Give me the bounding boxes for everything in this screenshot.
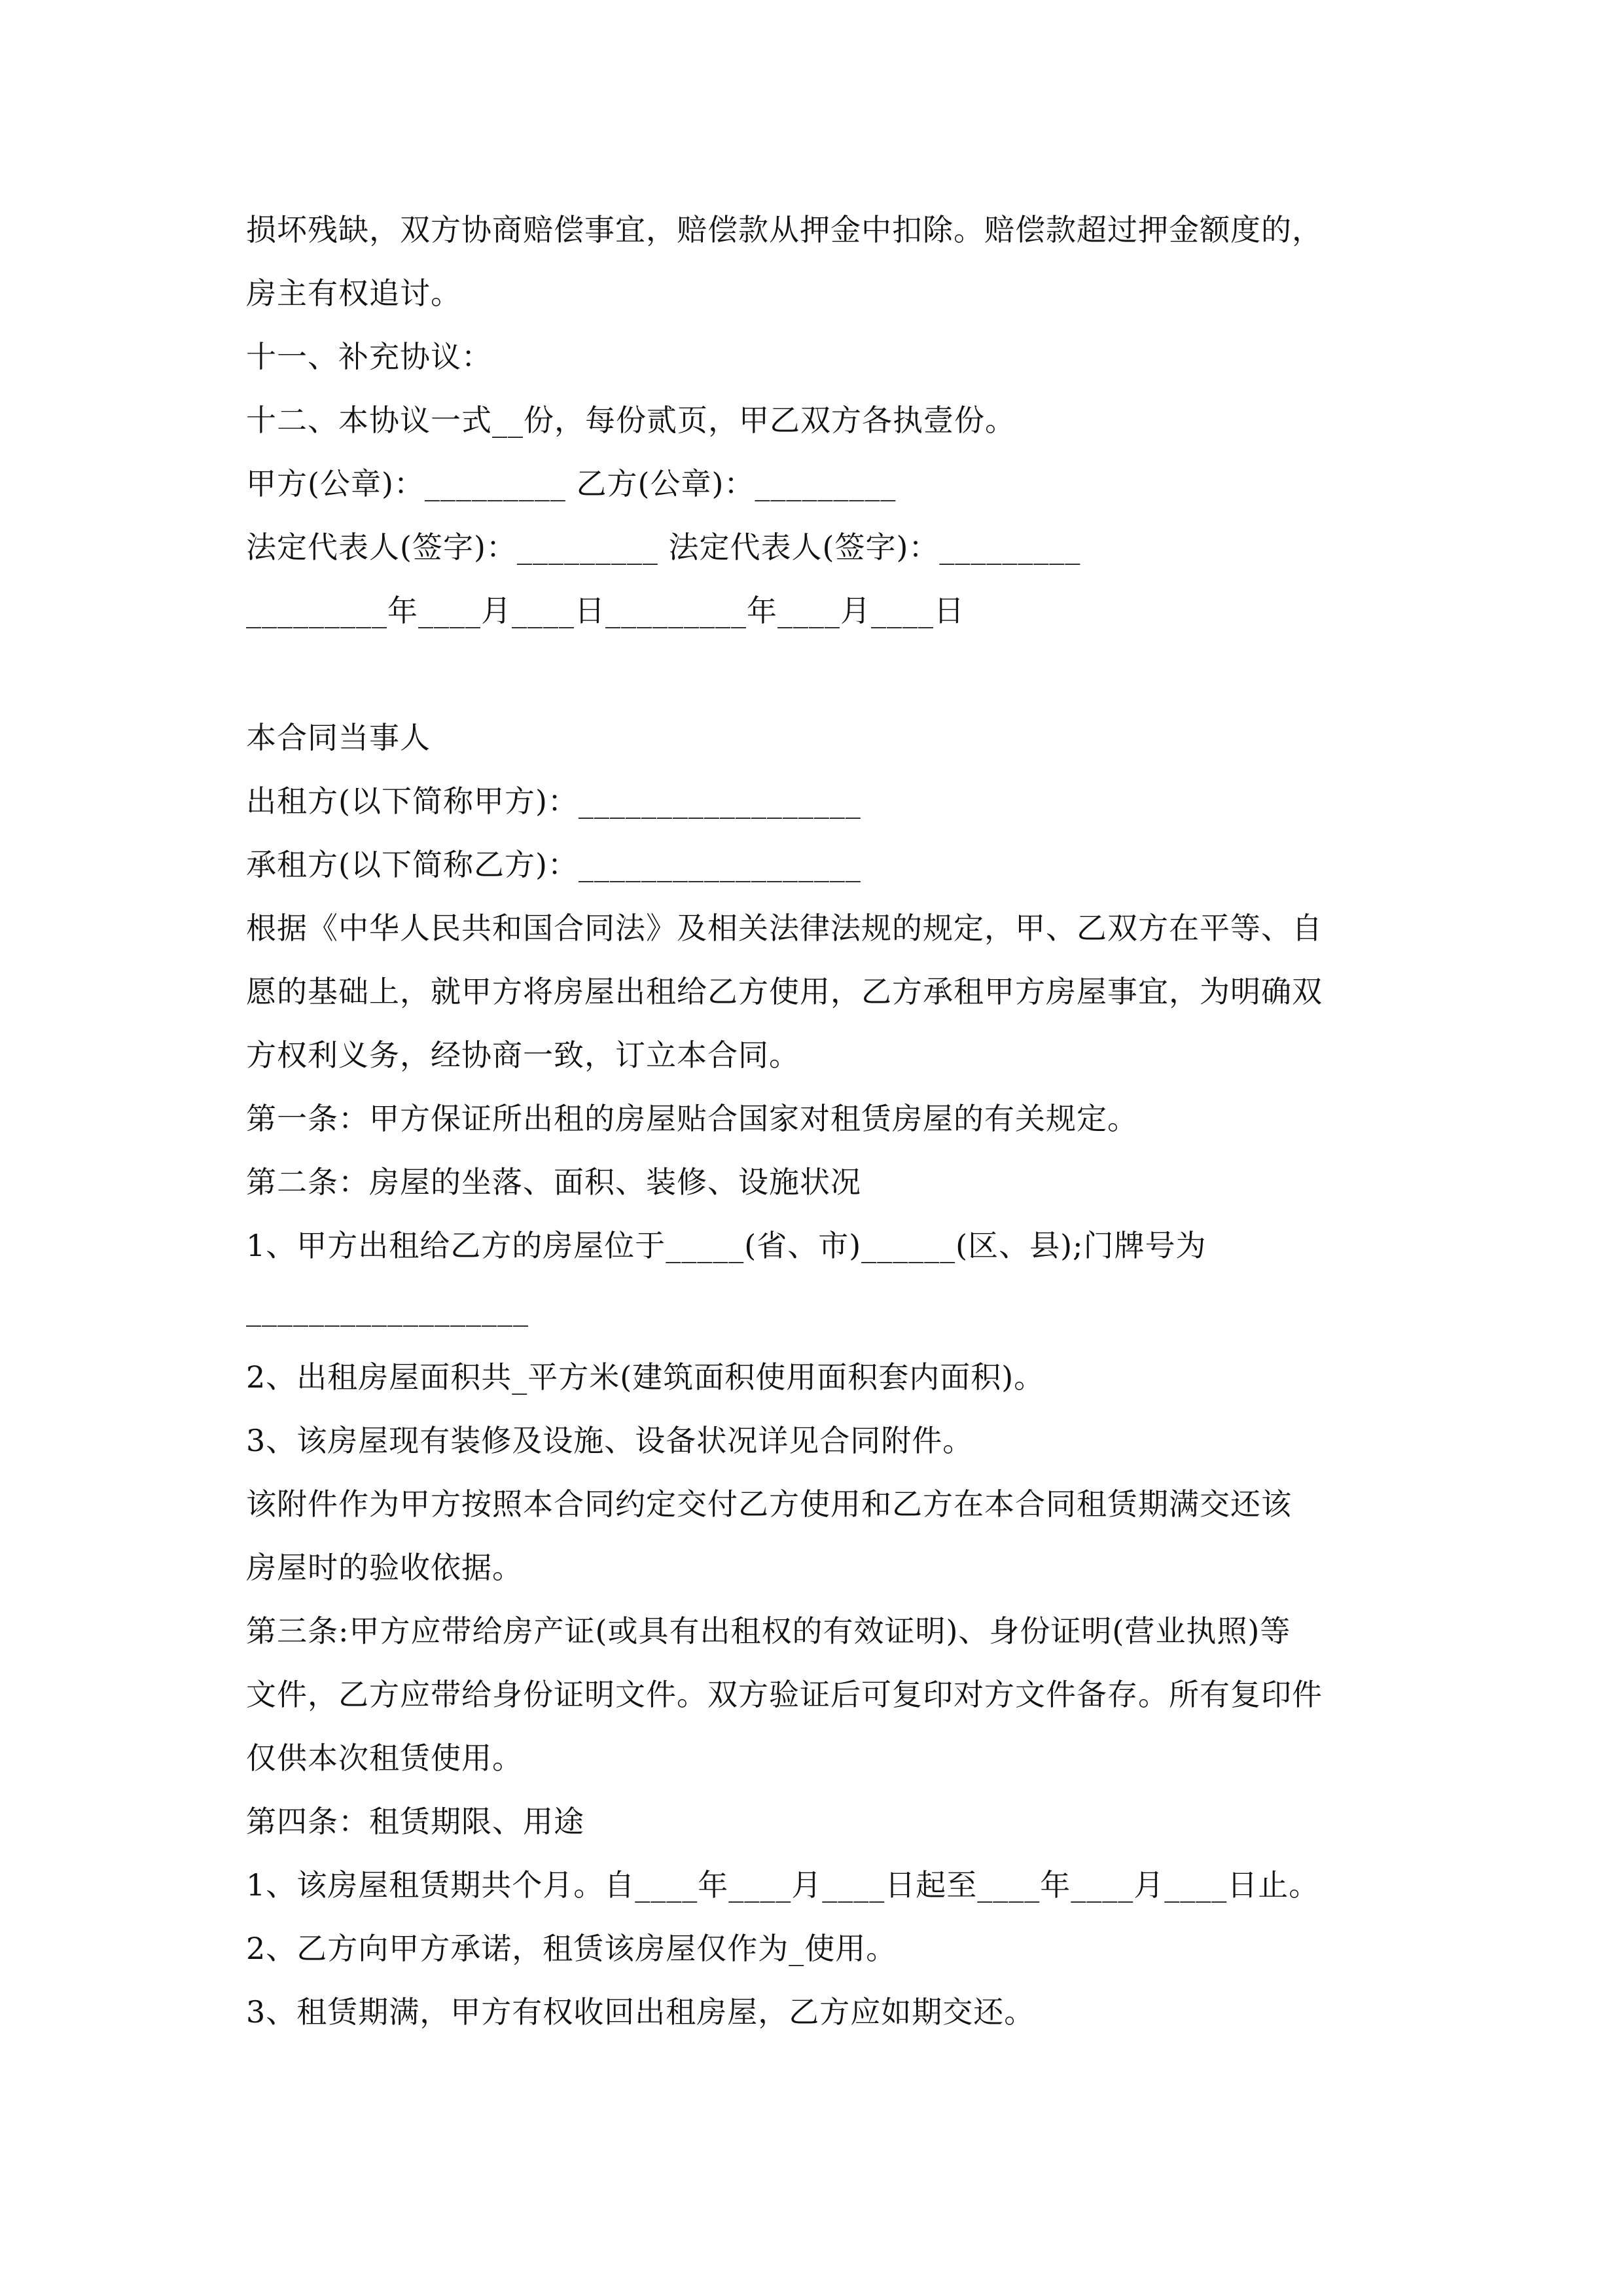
text-line: 第四条：租赁期限、用途 bbox=[246, 1804, 584, 1839]
text-line: 文件，乙方应带给身份证明文件。双方验证后可复印对方文件备存。所有复印件 bbox=[246, 1677, 1323, 1712]
text-line: 法定代表人(签字)：_________ 法定代表人(签字)：_________ bbox=[246, 529, 1081, 565]
text-line: 十一、补充协议： bbox=[246, 339, 492, 374]
text-line: 仅供本次租赁使用。 bbox=[246, 1740, 523, 1776]
text-line: 十二、本协议一式__份，每份贰页，甲乙双方各执壹份。 bbox=[246, 403, 1016, 438]
text-line: 第一条：甲方保证所出租的房屋贴合国家对租赁房屋的有关规定。 bbox=[246, 1101, 1138, 1136]
text-line: 根据《中华人民共和国合同法》及相关法律法规的规定，甲、乙双方在平等、自 bbox=[246, 910, 1323, 946]
text-line: _________年____月____日_________年____月____日 bbox=[246, 593, 965, 628]
text-line: 该附件作为甲方按照本合同约定交付乙方使用和乙方在本合同租赁期满交还该 bbox=[246, 1486, 1292, 1522]
text-line: 出租方(以下简称甲方)：__________________ bbox=[246, 783, 861, 819]
text-line: 2、出租房屋面积共_平方米(建筑面积使用面积套内面积)。 bbox=[246, 1359, 1045, 1395]
text-line: 2、乙方向甲方承诺，租赁该房屋仅作为_使用。 bbox=[246, 1931, 897, 1966]
text-line: 损坏残缺，双方协商赔偿事宜，赔偿款从押金中扣除。赔偿款超过押金额度的， bbox=[246, 212, 1323, 247]
text-line: 方权利义务，经协商一致，订立本合同。 bbox=[246, 1037, 800, 1073]
text-line: 3、租赁期满，甲方有权收回出租房屋，乙方应如期交还。 bbox=[246, 1994, 1035, 2030]
text-line: 愿的基础上，就甲方将房屋出租给乙方使用，乙方承租甲方房屋事宜，为明确双 bbox=[246, 974, 1323, 1009]
section-heading: 本合同当事人 bbox=[246, 720, 431, 755]
text-line: 3、该房屋现有装修及设施、设备状况详见合同附件。 bbox=[246, 1423, 974, 1458]
text-line: 1、该房屋租赁期共个月。自____年____月____日起至____年____月____日止。 bbox=[246, 1867, 1320, 1903]
text-line: 承租方(以下简称乙方)：__________________ bbox=[246, 847, 861, 882]
text-line: 第二条：房屋的坐落、面积、装修、设施状况 bbox=[246, 1164, 861, 1200]
text-line: 第三条:甲方应带给房产证(或具有出租权的有效证明)、身份证明(营业执照)等 bbox=[246, 1613, 1291, 1649]
text-line: 甲方(公章)：_________ 乙方(公章)：_________ bbox=[246, 466, 897, 501]
text-line: 房屋时的验收依据。 bbox=[246, 1550, 523, 1585]
text-line: __________________ bbox=[246, 1291, 529, 1327]
text-line: 1、甲方出租给乙方的房屋位于_____(省、市)______(区、县);门牌号为 bbox=[246, 1228, 1207, 1263]
text-line: 房主有权追讨。 bbox=[246, 276, 461, 311]
